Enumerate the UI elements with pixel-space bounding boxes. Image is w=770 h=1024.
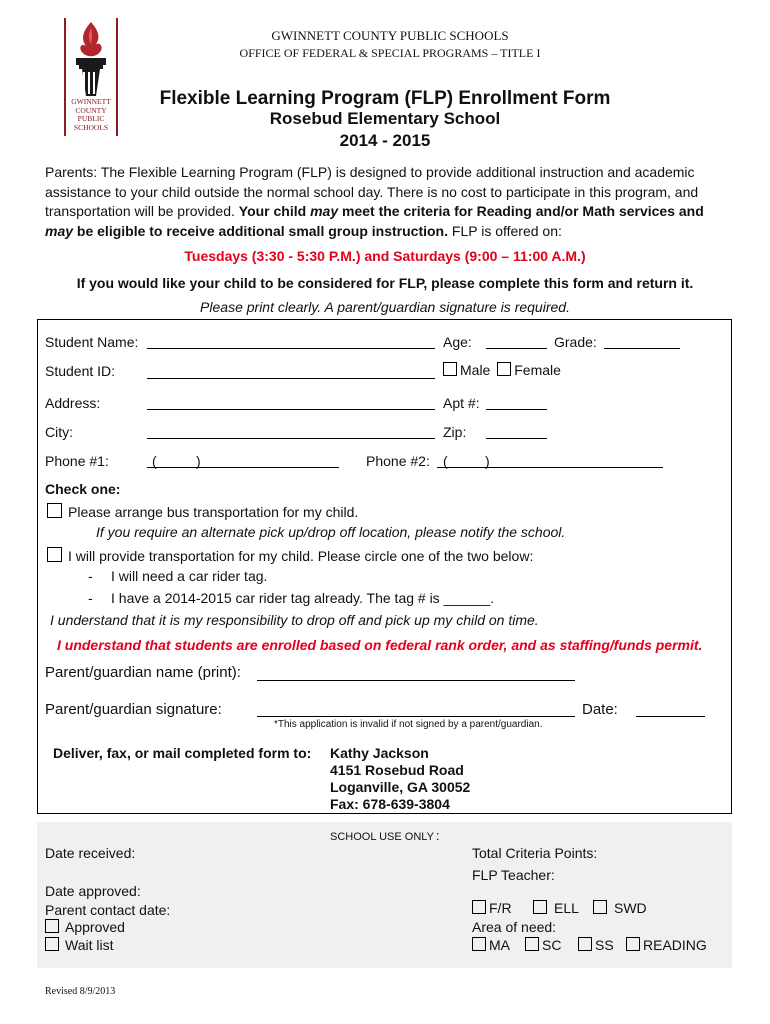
guardian-name-field[interactable] (257, 680, 575, 681)
parent-contact-date: Parent contact date: (45, 902, 171, 918)
check-one-label: Check one: (45, 481, 121, 497)
city-label: City: (45, 424, 73, 440)
zip-label: Zip: (443, 424, 467, 440)
car-tag-need[interactable]: I will need a car rider tag. (111, 568, 268, 584)
ell-option: ELL (533, 900, 579, 916)
student-id-field[interactable] (147, 378, 435, 379)
revised-date: Revised 8/9/2013 (45, 986, 116, 997)
guardian-signature-field[interactable] (257, 716, 575, 717)
school-name: Rosebud Elementary School (269, 109, 501, 128)
invalid-note: *This application is invalid if not signed by a parent/guardian. (274, 719, 543, 730)
phone1-label: Phone #1: (45, 453, 109, 469)
self-transport-checkbox[interactable] (47, 547, 62, 562)
flp-teacher: FLP Teacher: (472, 867, 555, 883)
logo-word: PUBLIC (77, 114, 105, 123)
car-tag-have[interactable]: I have a 2014-2015 car rider tag already. The tag # is ______. (111, 590, 495, 606)
address-label: Address: (45, 395, 101, 411)
federal-note: I understand that students are enrolled based on federal rank order, and as staffing/funds permit. (57, 637, 703, 653)
responsibility-note: I understand that it is my responsibility to drop off and pick up my child on time. (50, 612, 539, 628)
area-of-need-label: Area of need: (472, 919, 557, 935)
fr-option: F/R (472, 900, 512, 916)
age-label: Age: (443, 334, 472, 350)
school-year: 2014 - 2015 (339, 131, 431, 150)
grade-field[interactable] (604, 348, 680, 349)
logo-word: GWINNETT (71, 97, 111, 106)
ma-checkbox[interactable] (472, 937, 486, 951)
total-points: Total Criteria Points: (472, 845, 598, 861)
org-name: GWINNETT COUNTY PUBLIC SCHOOLS (271, 28, 509, 43)
bus-checkbox[interactable] (47, 503, 62, 518)
wait-list-option: Wait list (45, 937, 113, 953)
date-received: Date received: (45, 845, 136, 861)
grade-label: Grade: (554, 334, 597, 350)
female-checkbox[interactable] (497, 362, 511, 376)
phone1-field[interactable] (147, 467, 339, 468)
male-checkbox[interactable] (443, 362, 457, 376)
bus-note: If you require an alternate pick up/drop off location, please notify the school. (96, 524, 566, 540)
date-field[interactable] (636, 716, 705, 717)
address-field[interactable] (147, 409, 435, 410)
apt-label: Apt #: (443, 395, 480, 411)
school-use-title: SCHOOL USE ONLY : (330, 828, 440, 843)
phone2-field[interactable] (437, 467, 663, 468)
phone2-label: Phone #2: (366, 453, 430, 469)
zip-field[interactable] (486, 438, 547, 439)
page-title: Flexible Learning Program (FLP) Enrollment Form (159, 88, 611, 109)
apt-field[interactable] (486, 409, 547, 410)
enrollment-form-box (37, 319, 732, 814)
org-office: OFFICE OF FEDERAL & SPECIAL PROGRAMS – TITLE I (239, 46, 541, 60)
logo-word: COUNTY (75, 105, 107, 115)
instruction: If you would like your child to be considered for FLP, please complete this form and return it. (76, 275, 694, 291)
date-label: Date: (582, 701, 618, 718)
approved-checkbox[interactable] (45, 919, 59, 933)
deliver-label: Deliver, fax, or mail completed form to: (53, 745, 312, 761)
intro-paragraph: Parents: The Flexible Learning Program (FLP) is designed to provide additional instruction and academic assistance to your child outside the normal school day. There is no cost to participate in this program, and transportation will be provided. Your child may meet the criteria for Reading and/or Math services and may be eligible to receive additional small group instruction. FLP is offered on: (45, 164, 704, 239)
ell-checkbox[interactable] (533, 900, 547, 914)
student-id-label: Student ID: (45, 363, 116, 379)
reading-checkbox[interactable] (626, 937, 640, 951)
print-note: Please print clearly. A parent/guardian signature is required. (200, 299, 570, 315)
swd-option: SWD (593, 900, 647, 916)
city-field[interactable] (147, 438, 435, 439)
sc-option: SC (525, 937, 561, 953)
guardian-name-label: Parent/guardian name (print): (45, 664, 241, 681)
student-name-field[interactable] (147, 348, 435, 349)
logo-word: SCHOOLS (73, 122, 109, 132)
ss-checkbox[interactable] (578, 937, 592, 951)
self-transport-option: I will provide transportation for my child. Please circle one of the two below: (47, 547, 533, 564)
age-field[interactable] (486, 348, 547, 349)
guardian-signature-label: Parent/guardian signature: (45, 701, 222, 718)
wait-list-checkbox[interactable] (45, 937, 59, 951)
reading-option: READING (626, 937, 707, 953)
ma-option: MA (472, 937, 510, 953)
bus-option: Please arrange bus transportation for my child. (47, 503, 358, 520)
date-approved: Date approved: (45, 883, 141, 899)
sc-checkbox[interactable] (525, 937, 539, 951)
schedule: Tuesdays (3:30 - 5:30 P.M.) and Saturdays (9:00 – 11:00 A.M.) (184, 248, 586, 264)
contact-address: Kathy Jackson 4151 Rosebud Road Loganville, GA 30052 Fax: 678-639-3804 (330, 745, 471, 812)
fr-checkbox[interactable] (472, 900, 486, 914)
swd-checkbox[interactable] (593, 900, 607, 914)
ss-option: SS (578, 937, 614, 953)
gender-options: Male Female (443, 362, 561, 378)
approved-option: Approved (45, 919, 125, 935)
student-name-label: Student Name: (45, 334, 139, 350)
